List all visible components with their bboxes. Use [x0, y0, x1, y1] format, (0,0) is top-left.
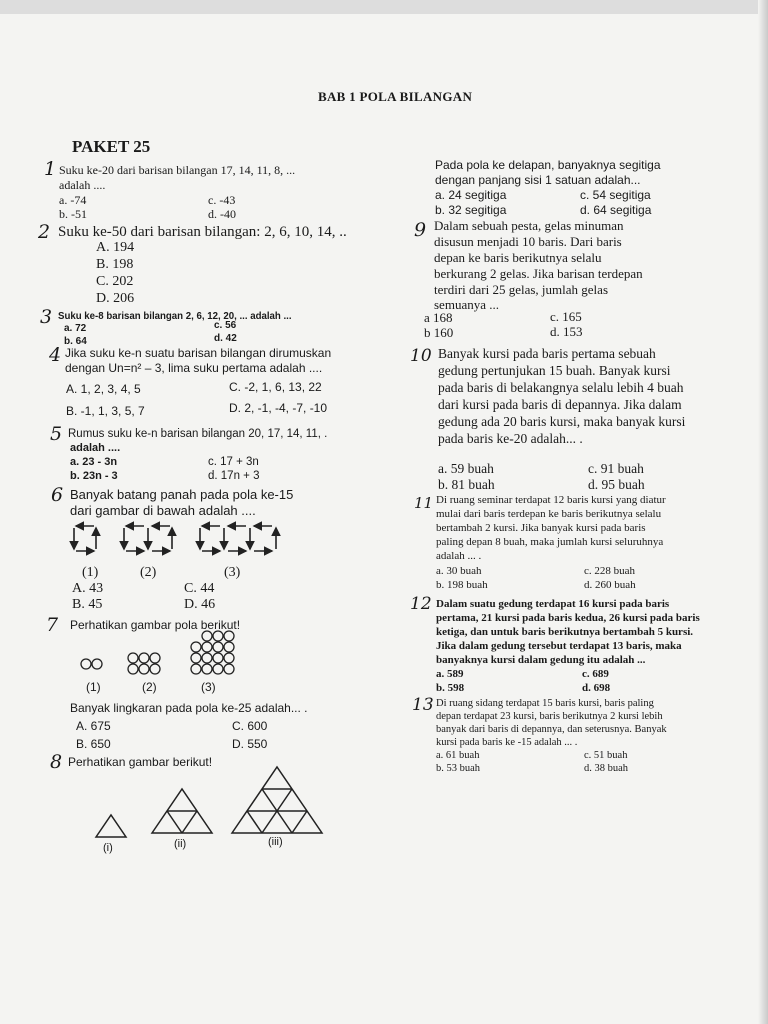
question-number: 5 — [50, 423, 63, 445]
option-d: d. 42 — [214, 333, 237, 344]
question-number: 10 — [410, 346, 432, 366]
figure-label: (3) — [201, 680, 216, 694]
figure-label: (1) — [86, 680, 101, 694]
option-a: a. 24 segitiga — [435, 188, 507, 202]
triangle-pattern-figure — [90, 765, 330, 840]
figure-label: (1) — [82, 565, 99, 580]
option-a: A. 1, 2, 3, 4, 5 — [66, 382, 141, 396]
option-c: c. 51 buah — [584, 750, 628, 761]
option-c: C. 202 — [96, 274, 134, 289]
question-number: 12 — [410, 594, 432, 614]
question-line: gedung pertunjukan 15 buah. Banyak kursi — [438, 363, 671, 378]
option-b: b. -51 — [59, 207, 87, 221]
option-b: B. -1, 1, 3, 5, 7 — [66, 404, 145, 418]
option-c: C. 600 — [232, 719, 268, 733]
option-d: d. 153 — [550, 324, 583, 339]
question-text: Banyak batang panah pada pola ke-15 — [70, 487, 294, 502]
figure-label: (i) — [103, 842, 113, 854]
option-a: a. 72 — [64, 323, 87, 334]
question-line: Banyak kursi pada baris pertama sebuah — [438, 346, 656, 361]
option-c: c. 165 — [550, 309, 582, 324]
option-c: c. 91 buah — [588, 461, 644, 476]
question-text: Suku ke-50 dari barisan bilangan: 2, 6, 10, 14, .. — [58, 224, 347, 240]
figure-label: (3) — [224, 565, 241, 580]
question-line: Dalam suatu gedung terdapat 16 kursi pada baris — [436, 598, 670, 610]
option-b: b. 53 buah — [436, 763, 481, 774]
option-a: A. 675 — [76, 719, 111, 733]
question-text: Banyak lingkaran pada pola ke-25 adalah... . — [70, 701, 308, 715]
option-b: b. 64 — [64, 336, 87, 347]
option-d: D. 2, -1, -4, -7, -10 — [229, 401, 328, 415]
question-number: 11 — [414, 494, 434, 512]
arrow-pattern-figure — [70, 522, 290, 562]
question-number: 13 — [412, 695, 434, 715]
question-number: 4 — [49, 344, 62, 366]
question-line: banyak dari baris di depannya, dan seterusnya. Banyak — [436, 724, 667, 735]
option-a: a. 61 buah — [436, 750, 480, 761]
question-line: Jika dalam gedung tersebut terdapat 13 baris, maka — [436, 640, 682, 652]
option-a: A. 194 — [96, 240, 135, 255]
question-line: bertambah 2 kursi. Jika banyak kursi pada baris — [436, 522, 646, 534]
question-line: adalah ... . — [436, 550, 482, 562]
option-c: C. 44 — [184, 581, 215, 596]
question-line: disusun menjadi 10 baris. Dari baris — [434, 234, 622, 249]
question-number: 6 — [51, 484, 64, 506]
option-a: a. -74 — [59, 193, 87, 207]
option-d: d. 95 buah — [588, 477, 645, 492]
page-right-edge — [758, 0, 768, 1024]
question-line: depan ke baris berikutnya selalu — [434, 250, 602, 265]
question-line: pada baris ke-20 adalah... . — [438, 431, 583, 446]
question-text: dengan Un=n² – 3, lima suku pertama adalah .... — [65, 361, 323, 375]
option-b: b. 198 buah — [436, 579, 488, 591]
option-c: c. 56 — [214, 320, 237, 331]
option-d: d. 17n + 3 — [208, 470, 260, 482]
option-a: a. 30 buah — [436, 565, 482, 577]
option-c: c. 689 — [582, 668, 609, 680]
option-c: C. -2, 1, 6, 13, 22 — [229, 380, 322, 394]
question-line: terdiri dari 25 gelas, jumlah gelas — [434, 282, 609, 297]
option-a: a. 589 — [436, 668, 464, 680]
question-text: adalah .... — [59, 178, 106, 192]
question-text: dengan panjang sisi 1 satuan adalah... — [435, 173, 641, 187]
question-number: 9 — [414, 219, 427, 241]
option-a: A. 43 — [72, 581, 104, 596]
option-b: B. 650 — [76, 737, 111, 751]
question-text: Jika suku ke-n suatu barisan bilangan dirumuskan — [65, 346, 332, 360]
option-b: b. 32 segitiga — [435, 203, 507, 217]
question-line: Di ruang seminar terdapat 12 baris kursi yang diatur — [436, 494, 666, 506]
question-text: Suku ke-20 dari barisan bilangan 17, 14, 11, 8, ... — [59, 163, 296, 177]
question-line: pada baris di belakangnya selalu lebih 4 buah — [438, 380, 684, 395]
question-line: pertama, 21 kursi pada baris kedua, 26 kursi pada baris — [436, 612, 700, 624]
option-d: d. 260 buah — [584, 579, 636, 591]
figure-label: (2) — [140, 565, 157, 580]
option-b: B. 198 — [96, 257, 134, 272]
option-d: D. 550 — [232, 737, 268, 751]
option-a: a. 23 - 3n — [70, 456, 118, 468]
figure-label: (iii) — [268, 836, 283, 848]
packet-title: PAKET 25 — [72, 137, 151, 156]
option-d: d. 64 segitiga — [580, 203, 652, 217]
question-line: depan terdapat 23 kursi, baris berikutnya 2 kursi lebih — [436, 711, 663, 722]
option-b: b 160 — [424, 325, 454, 340]
question-number: 2 — [38, 221, 51, 243]
question-line: mulai dari baris terdepan ke baris berikutnya selalu — [436, 508, 662, 520]
question-number: 8 — [50, 751, 63, 773]
question-number: 7 — [46, 614, 59, 636]
figure-label: (ii) — [174, 838, 187, 850]
option-d: d. 38 buah — [584, 763, 629, 774]
question-text: Pada pola ke delapan, banyaknya segitiga — [435, 158, 661, 172]
option-d: d. 698 — [582, 682, 611, 694]
circle-pattern-figure — [80, 630, 250, 682]
question-line: berkurang 2 gelas. Jika barisan terdepan — [434, 266, 643, 281]
option-b: b. 81 buah — [438, 477, 495, 492]
figure-label: (2) — [142, 680, 157, 694]
question-text: Rumus suku ke-n barisan bilangan 20, 17, 14, 11, . — [68, 428, 328, 440]
question-line: semuanya ... — [434, 297, 499, 312]
option-c: c. 228 buah — [584, 565, 636, 577]
option-a: a. 59 buah — [438, 461, 494, 476]
question-line: ketiga, dan untuk baris berikutnya bertambah 5 kursi. — [436, 626, 694, 638]
option-b: b. 598 — [436, 682, 465, 694]
chapter-title: BAB 1 POLA BILANGAN — [318, 89, 473, 104]
option-d: D. 206 — [96, 291, 135, 306]
question-line: paling depan 8 buah, maka jumlah kursi seluruhnya — [436, 536, 664, 548]
question-text: Suku ke-8 barisan bilangan 2, 6, 12, 20, ... adalah ... — [58, 310, 292, 322]
option-a: a 168 — [424, 310, 453, 325]
question-number: 1 — [44, 158, 57, 180]
question-text: Perhatikan gambar berikut! — [68, 755, 213, 769]
option-b: b. 23n - 3 — [70, 470, 118, 482]
question-line: dari kursi pada baris di depannya. Jika dalam — [438, 397, 682, 412]
option-d: D. 46 — [184, 597, 216, 612]
question-text: Perhatikan gambar pola berikut! — [70, 618, 241, 632]
option-c: c. 54 segitiga — [580, 188, 651, 202]
option-b: B. 45 — [72, 597, 103, 612]
question-text: adalah .... — [70, 442, 121, 454]
option-d: d. -40 — [208, 207, 236, 221]
question-line: Di ruang sidang terdapat 15 baris kursi, baris paling — [436, 698, 654, 709]
page-top-edge — [0, 0, 768, 14]
question-text: dari gambar di bawah adalah .... — [70, 503, 256, 518]
question-line: gedung ada 20 baris kursi, maka banyak kursi — [438, 414, 686, 429]
question-line: banyaknya kursi dalam gedung itu adalah ... — [436, 654, 646, 666]
option-c: c. -43 — [208, 193, 236, 207]
question-line: Dalam sebuah pesta, gelas minuman — [434, 218, 624, 233]
question-number: 3 — [40, 306, 53, 328]
question-line: kursi pada baris ke -15 adalah ... . — [436, 737, 578, 748]
option-c: c. 17 + 3n — [208, 456, 259, 468]
